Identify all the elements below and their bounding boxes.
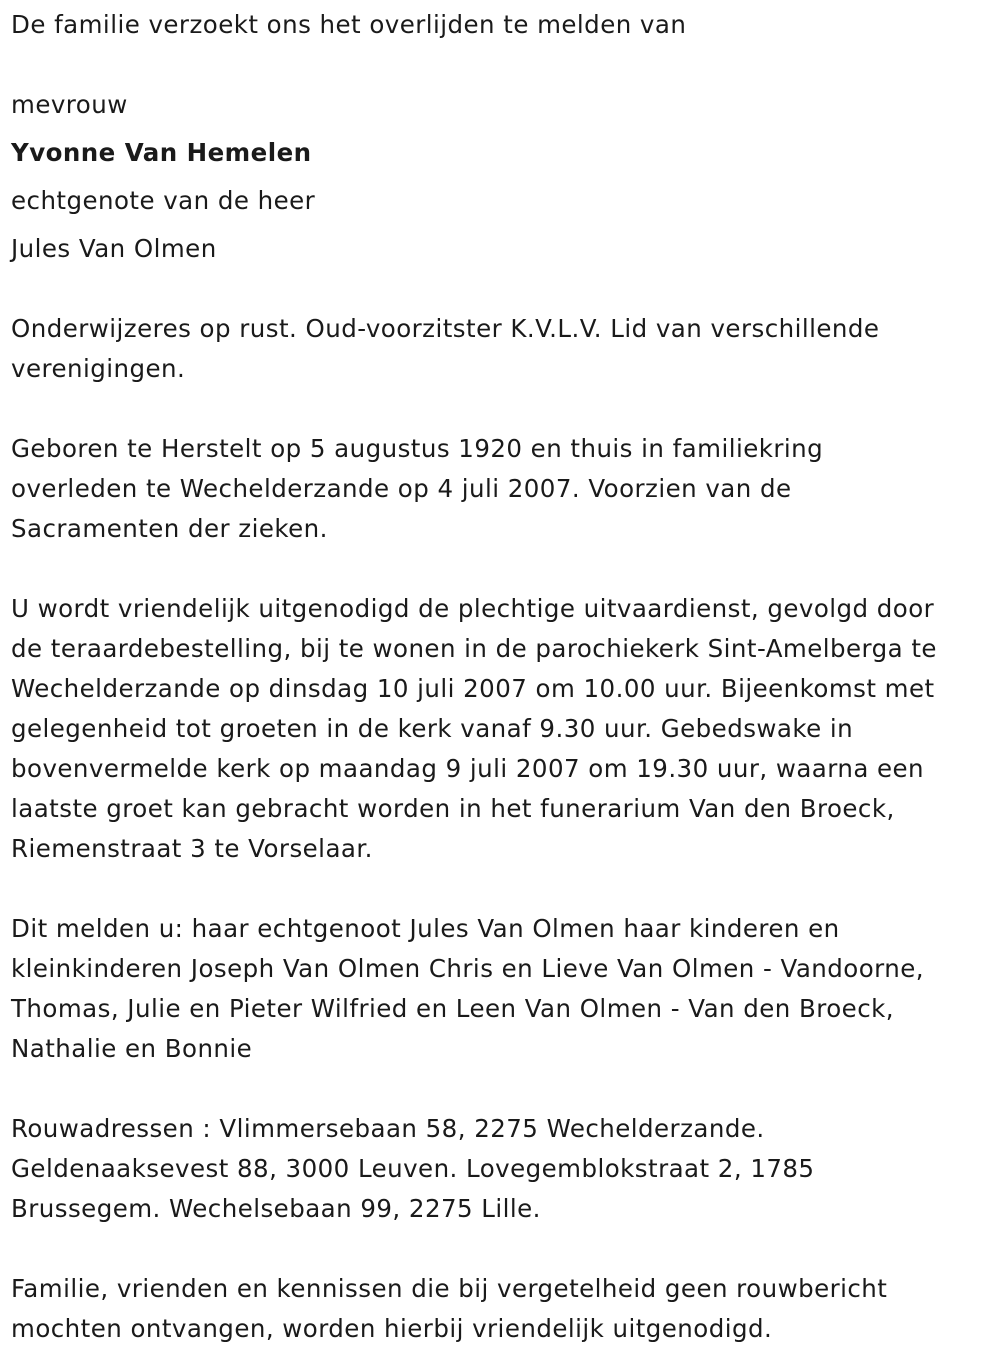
closing-line: Familie, vrienden en kennissen die bij vergetelheid geen rouwbericht [11,1274,888,1303]
spouse-label: echtgenote van de heer [11,186,316,215]
intro-text: De familie verzoekt ons het overlijden te melden van [11,10,687,39]
address-line: Rouwadressen : Vlimmersebaan 58, 2275 Wechelderzande. [11,1114,765,1143]
address-line: Geldenaaksevest 88, 3000 Leuven. Lovegemblokstraat 2, 1785 [11,1154,815,1183]
spouse-name: Jules Van Olmen [11,234,217,263]
bio-line: verenigingen. [11,354,186,383]
deceased-name: Yvonne Van Hemelen [11,138,312,167]
birth-death-line: Geboren te Herstelt op 5 augustus 1920 en thuis in familiekring [11,434,824,463]
birth-death-line: Sacramenten der zieken. [11,514,328,543]
funeral-line: U wordt vriendelijk uitgenodigd de plechtige uitvaardienst, gevolgd door [11,594,935,623]
birth-death-line: overleden te Wechelderzande op 4 juli 2007. Voorzien van de [11,474,792,503]
address-line: Brussegem. Wechelsebaan 99, 2275 Lille. [11,1194,541,1223]
funeral-line: laatste groet kan gebracht worden in het funerarium Van den Broeck, [11,794,895,823]
bio-line: Onderwijzeres op rust. Oud-voorzitster K.V.L.V. Lid van verschillende [11,314,880,343]
funeral-line: Wechelderzande op dinsdag 10 juli 2007 om 10.00 uur. Bijeenkomst met [11,674,935,703]
funeral-line: bovenvermelde kerk op maandag 9 juli 2007 om 19.30 uur, waarna een [11,754,925,783]
family-line: Nathalie en Bonnie [11,1034,253,1063]
funeral-line: de teraardebestelling, bij te wonen in de parochiekerk Sint-Amelberga te [11,634,937,663]
family-line: kleinkinderen Joseph Van Olmen Chris en Lieve Van Olmen - Vandoorne, [11,954,924,983]
funeral-line: Riemenstraat 3 te Vorselaar. [11,834,373,863]
title-word: mevrouw [11,90,128,119]
funeral-line: gelegenheid tot groeten in de kerk vanaf 9.30 uur. Gebedswake in [11,714,854,743]
closing-line: mochten ontvangen, worden hierbij vriendelijk uitgenodigd. [11,1314,773,1343]
family-line: Dit melden u: haar echtgenoot Jules Van Olmen haar kinderen en [11,914,840,943]
family-line: Thomas, Julie en Pieter Wilfried en Leen Van Olmen - Van den Broeck, [11,994,895,1023]
